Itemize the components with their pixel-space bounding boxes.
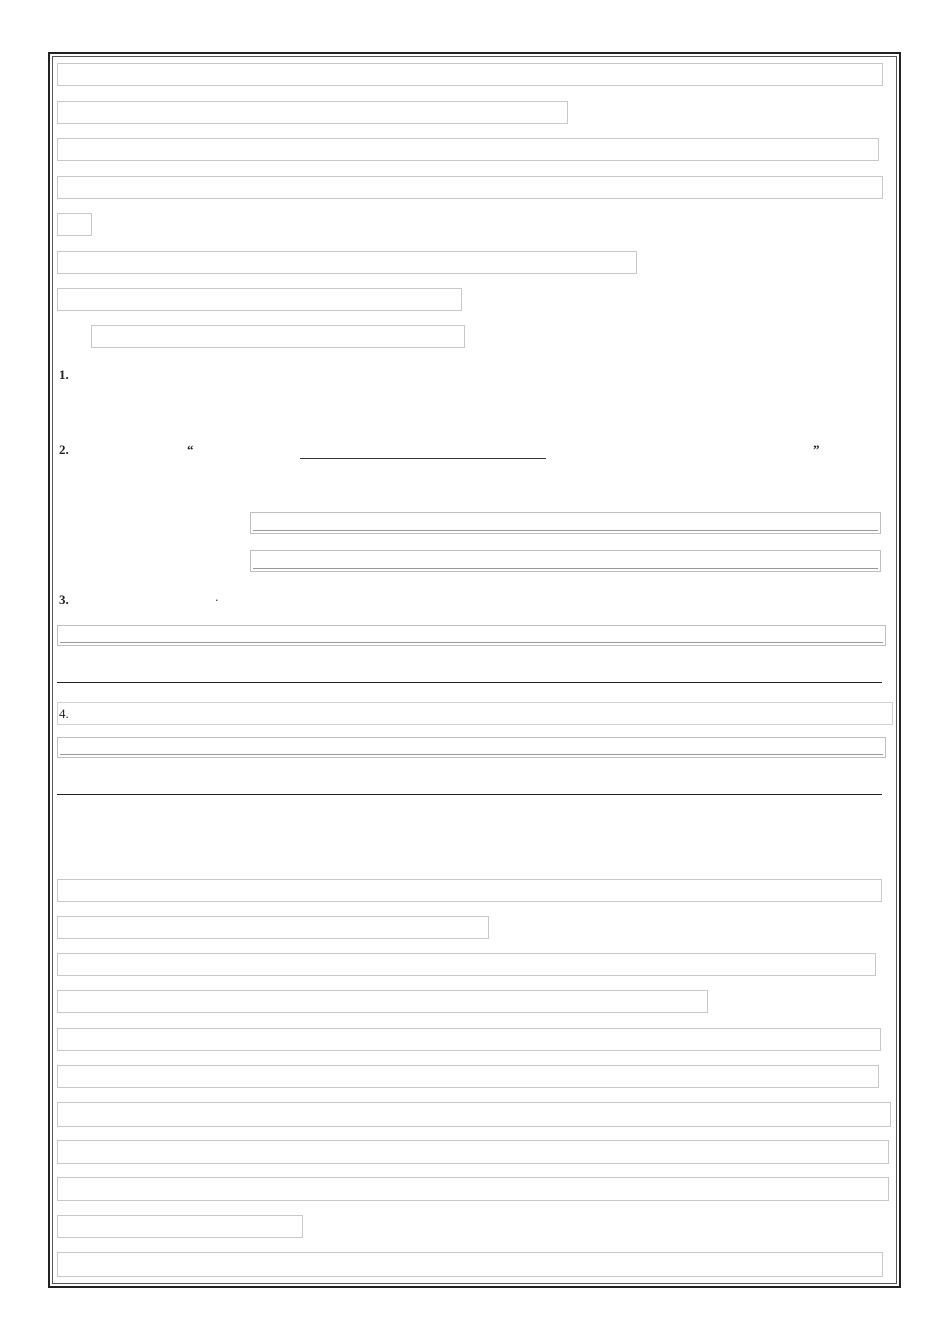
intro-text-line-1 [57,63,883,86]
passage-line-9 [57,1177,889,1201]
q2-close-quote: ” [813,442,820,457]
passage-line-3 [57,953,876,976]
q3-answer-field[interactable] [57,625,886,646]
q2-line [59,442,69,458]
q4-prompt-box [57,702,893,725]
q4-line [59,706,69,722]
q2-number: 2. [59,442,69,457]
q1-line [59,367,69,383]
q2-quote [187,442,194,458]
passage-line-2 [57,916,489,939]
q4-number: 4. [59,706,69,721]
q2-open-quote: “ [187,442,194,457]
passage-line-6 [57,1065,879,1088]
q2-answer-1-field[interactable] [250,512,881,534]
q3-number: 3. [59,592,69,607]
passage-line-11 [57,1252,883,1277]
q4-answer-field[interactable] [57,737,886,758]
page-inner-border [52,56,897,1284]
intro-text-line-7 [57,288,462,311]
q3-bullet: · [215,593,223,607]
intro-text-line-8 [91,325,465,348]
q3-prompt-continued [215,592,222,608]
passage-line-8 [57,1140,889,1164]
intro-text-line-6 [57,251,637,274]
intro-text-line-3 [57,138,879,161]
passage-line-7 [57,1102,891,1127]
q1-number: 1. [59,367,69,382]
passage-line-1 [57,879,882,902]
q2-quote-end [813,442,820,458]
q3-line [59,592,69,608]
intro-text-line-2 [57,101,568,124]
q2-answer-2-field[interactable] [250,550,881,572]
passage-line-10 [57,1215,303,1238]
q4-answer-line [57,794,882,795]
passage-line-4 [57,990,708,1013]
q3-answer-line [57,682,882,683]
intro-text-line-5 [57,213,92,236]
intro-text-line-4 [57,176,883,199]
passage-line-5 [57,1028,881,1051]
q2-quote-underline [300,458,546,459]
